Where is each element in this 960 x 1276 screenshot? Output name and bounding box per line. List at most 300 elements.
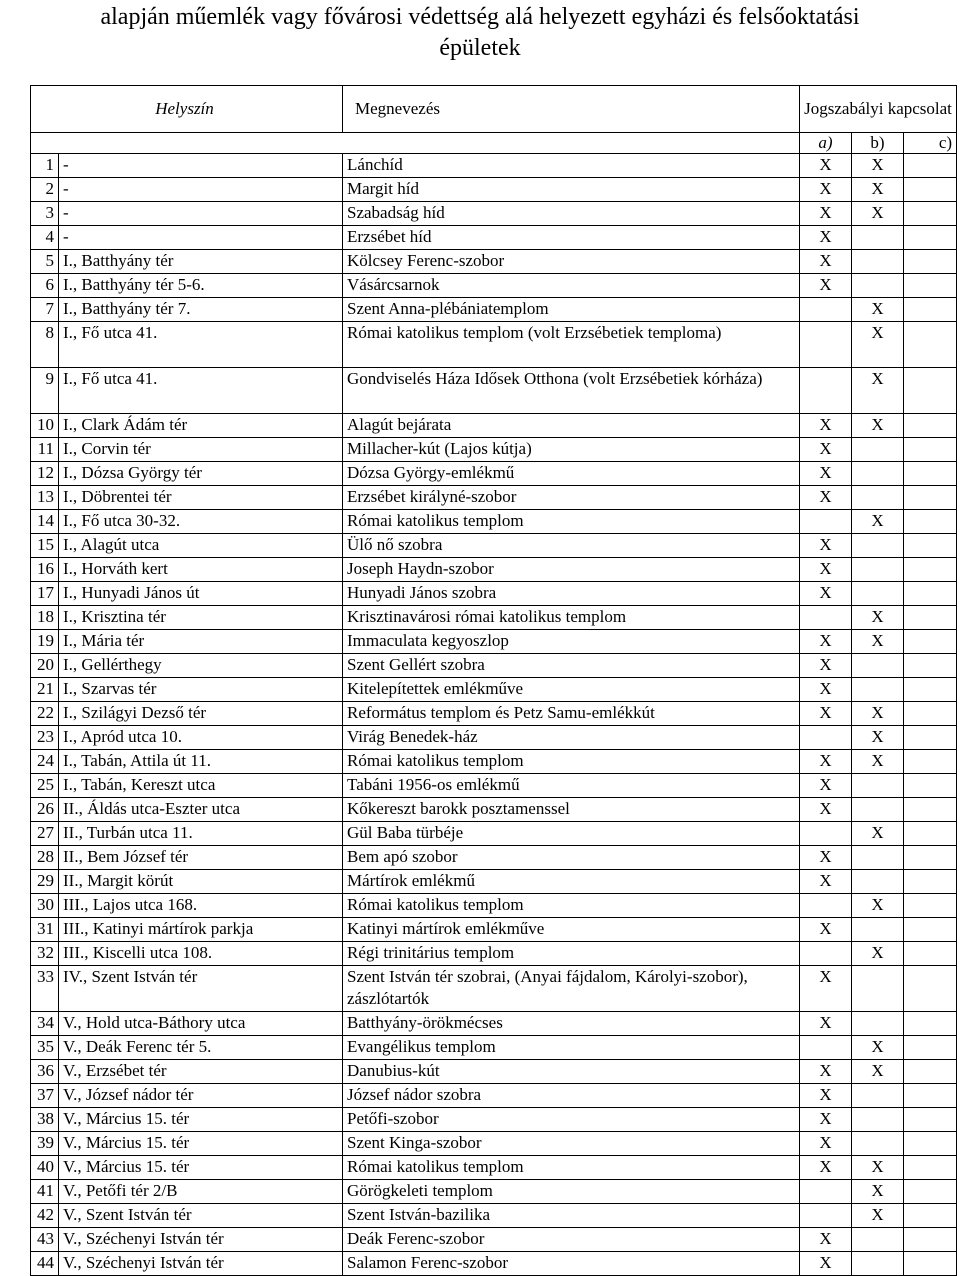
row-mark-a bbox=[800, 822, 852, 846]
row-number: 44 bbox=[31, 1252, 59, 1276]
table-row bbox=[31, 298, 957, 322]
row-mark-b bbox=[852, 654, 904, 678]
table-row bbox=[31, 894, 957, 918]
row-mark-c bbox=[904, 322, 957, 368]
row-number: 36 bbox=[31, 1060, 59, 1084]
row-mark-a: X bbox=[800, 1156, 852, 1180]
table-row bbox=[31, 678, 957, 702]
row-location: I., Batthyány tér 7. bbox=[59, 298, 343, 322]
row-mark-b: X bbox=[852, 178, 904, 202]
table-subheader-row bbox=[31, 133, 957, 154]
row-mark-b bbox=[852, 1132, 904, 1156]
table-row bbox=[31, 1132, 957, 1156]
row-name: Hunyadi János szobra bbox=[343, 582, 800, 606]
table-row bbox=[31, 726, 957, 750]
table-row bbox=[31, 1084, 957, 1108]
row-mark-a: X bbox=[800, 462, 852, 486]
row-mark-b: X bbox=[852, 202, 904, 226]
row-mark-b bbox=[852, 798, 904, 822]
row-mark-b bbox=[852, 918, 904, 942]
row-number: 34 bbox=[31, 1012, 59, 1036]
row-name: Római katolikus templom bbox=[343, 510, 800, 534]
row-name: Alagút bejárata bbox=[343, 414, 800, 438]
row-location: I., Tabán, Kereszt utca bbox=[59, 774, 343, 798]
table-row bbox=[31, 702, 957, 726]
row-number: 43 bbox=[31, 1228, 59, 1252]
row-mark-b: X bbox=[852, 606, 904, 630]
row-mark-a: X bbox=[800, 1084, 852, 1108]
row-location: I., Apród utca 10. bbox=[59, 726, 343, 750]
row-name: Szent Gellért szobra bbox=[343, 654, 800, 678]
row-location: I., Clark Ádám tér bbox=[59, 414, 343, 438]
table-row bbox=[31, 1204, 957, 1228]
table-row bbox=[31, 750, 957, 774]
row-name: Virág Benedek-ház bbox=[343, 726, 800, 750]
row-mark-c bbox=[904, 558, 957, 582]
row-number: 11 bbox=[31, 438, 59, 462]
row-mark-b: X bbox=[852, 822, 904, 846]
row-name: Gül Baba türbéje bbox=[343, 822, 800, 846]
row-mark-b: X bbox=[852, 298, 904, 322]
row-number: 40 bbox=[31, 1156, 59, 1180]
row-number: 22 bbox=[31, 702, 59, 726]
row-mark-c bbox=[904, 226, 957, 250]
row-number: 42 bbox=[31, 1204, 59, 1228]
row-mark-a bbox=[800, 606, 852, 630]
row-mark-a: X bbox=[800, 1012, 852, 1036]
row-location: V., Március 15. tér bbox=[59, 1108, 343, 1132]
header-name: Megnevezés bbox=[343, 86, 800, 133]
row-mark-b: X bbox=[852, 510, 904, 534]
row-location: V., Erzsébet tér bbox=[59, 1060, 343, 1084]
row-name: Batthyány-örökmécses bbox=[343, 1012, 800, 1036]
row-number: 26 bbox=[31, 798, 59, 822]
row-mark-b: X bbox=[852, 1060, 904, 1084]
row-mark-b bbox=[852, 226, 904, 250]
row-number: 20 bbox=[31, 654, 59, 678]
row-mark-a: X bbox=[800, 534, 852, 558]
row-location: I., Szarvas tér bbox=[59, 678, 343, 702]
row-mark-a bbox=[800, 368, 852, 414]
table-row bbox=[31, 368, 957, 414]
row-number: 30 bbox=[31, 894, 59, 918]
row-mark-b bbox=[852, 438, 904, 462]
row-number: 1 bbox=[31, 154, 59, 178]
row-mark-a: X bbox=[800, 1132, 852, 1156]
row-mark-a: X bbox=[800, 226, 852, 250]
row-name: Római katolikus templom bbox=[343, 750, 800, 774]
row-location: III., Kiscelli utca 108. bbox=[59, 942, 343, 966]
row-mark-c bbox=[904, 486, 957, 510]
row-location: IV., Szent István tér bbox=[59, 966, 343, 1012]
row-name: Kitelepítettek emlékműve bbox=[343, 678, 800, 702]
row-mark-b: X bbox=[852, 1204, 904, 1228]
row-number: 14 bbox=[31, 510, 59, 534]
row-mark-c bbox=[904, 726, 957, 750]
row-mark-b bbox=[852, 1108, 904, 1132]
row-mark-b: X bbox=[852, 154, 904, 178]
row-mark-c bbox=[904, 654, 957, 678]
row-mark-c bbox=[904, 606, 957, 630]
row-name: Régi trinitárius templom bbox=[343, 942, 800, 966]
row-mark-a: X bbox=[800, 630, 852, 654]
row-mark-b: X bbox=[852, 750, 904, 774]
row-name: Szent Anna-plébániatemplom bbox=[343, 298, 800, 322]
row-number: 15 bbox=[31, 534, 59, 558]
row-mark-b bbox=[852, 486, 904, 510]
row-mark-b: X bbox=[852, 1036, 904, 1060]
row-mark-b: X bbox=[852, 894, 904, 918]
row-mark-c bbox=[904, 202, 957, 226]
row-mark-c bbox=[904, 942, 957, 966]
row-mark-a bbox=[800, 726, 852, 750]
row-number: 10 bbox=[31, 414, 59, 438]
row-number: 25 bbox=[31, 774, 59, 798]
row-location: - bbox=[59, 202, 343, 226]
header-c: c) bbox=[904, 133, 957, 154]
row-name: Szabadság híd bbox=[343, 202, 800, 226]
row-mark-c bbox=[904, 298, 957, 322]
table-row bbox=[31, 486, 957, 510]
row-location: I., Batthyány tér 5-6. bbox=[59, 274, 343, 298]
row-mark-b bbox=[852, 250, 904, 274]
row-mark-a: X bbox=[800, 178, 852, 202]
row-number: 2 bbox=[31, 178, 59, 202]
row-mark-b bbox=[852, 462, 904, 486]
row-mark-c bbox=[904, 750, 957, 774]
row-name: Lánchíd bbox=[343, 154, 800, 178]
table-row bbox=[31, 774, 957, 798]
table-row bbox=[31, 1060, 957, 1084]
row-number: 24 bbox=[31, 750, 59, 774]
row-mark-a: X bbox=[800, 1252, 852, 1276]
row-location: II., Áldás utca-Eszter utca bbox=[59, 798, 343, 822]
row-number: 37 bbox=[31, 1084, 59, 1108]
row-mark-a: X bbox=[800, 798, 852, 822]
table-row bbox=[31, 414, 957, 438]
header-legal: Jogszabályi kapcsolat bbox=[800, 86, 957, 133]
row-location: V., Szent István tér bbox=[59, 1204, 343, 1228]
row-mark-c bbox=[904, 918, 957, 942]
row-mark-a: X bbox=[800, 654, 852, 678]
monument-table bbox=[30, 85, 957, 1276]
table-row bbox=[31, 1228, 957, 1252]
row-mark-b bbox=[852, 774, 904, 798]
row-mark-a: X bbox=[800, 154, 852, 178]
table-row bbox=[31, 250, 957, 274]
row-mark-c bbox=[904, 510, 957, 534]
row-location: I., Fő utca 41. bbox=[59, 368, 343, 414]
row-location: V., Hold utca-Báthory utca bbox=[59, 1012, 343, 1036]
row-mark-b bbox=[852, 582, 904, 606]
row-mark-a: X bbox=[800, 250, 852, 274]
row-mark-a: X bbox=[800, 414, 852, 438]
row-number: 4 bbox=[31, 226, 59, 250]
subheader-blank bbox=[31, 133, 800, 154]
row-mark-a bbox=[800, 1204, 852, 1228]
row-name: Szent István tér szobrai, (Anyai fájdalom, Károlyi-szobor), zászlótartók bbox=[343, 966, 800, 1012]
table-row bbox=[31, 822, 957, 846]
row-mark-c bbox=[904, 274, 957, 298]
row-number: 7 bbox=[31, 298, 59, 322]
row-mark-c bbox=[904, 1036, 957, 1060]
row-mark-a: X bbox=[800, 486, 852, 510]
row-name: Református templom és Petz Samu-emlékkút bbox=[343, 702, 800, 726]
row-mark-a: X bbox=[800, 870, 852, 894]
table-row bbox=[31, 558, 957, 582]
row-number: 28 bbox=[31, 846, 59, 870]
row-name: Görögkeleti templom bbox=[343, 1180, 800, 1204]
row-mark-c bbox=[904, 798, 957, 822]
row-mark-a: X bbox=[800, 1228, 852, 1252]
row-number: 21 bbox=[31, 678, 59, 702]
row-mark-b: X bbox=[852, 322, 904, 368]
table-row bbox=[31, 1108, 957, 1132]
table-row bbox=[31, 918, 957, 942]
table-row bbox=[31, 582, 957, 606]
row-mark-a bbox=[800, 298, 852, 322]
row-number: 27 bbox=[31, 822, 59, 846]
table-row bbox=[31, 798, 957, 822]
table-row bbox=[31, 846, 957, 870]
title-line-1: alapján műemlék vagy fővárosi védettség alá helyezett egyházi és felsőoktatási bbox=[100, 4, 860, 30]
row-location: I., Döbrentei tér bbox=[59, 486, 343, 510]
row-mark-b: X bbox=[852, 702, 904, 726]
row-mark-b: X bbox=[852, 368, 904, 414]
row-name: Millacher-kút (Lajos kútja) bbox=[343, 438, 800, 462]
row-name: Bem apó szobor bbox=[343, 846, 800, 870]
row-location: V., Széchenyi István tér bbox=[59, 1252, 343, 1276]
row-name: Joseph Haydn-szobor bbox=[343, 558, 800, 582]
row-mark-b: X bbox=[852, 414, 904, 438]
row-number: 33 bbox=[31, 966, 59, 1012]
table-row bbox=[31, 438, 957, 462]
table-row bbox=[31, 226, 957, 250]
row-mark-c bbox=[904, 894, 957, 918]
table-row bbox=[31, 1156, 957, 1180]
table-row bbox=[31, 870, 957, 894]
row-name: József nádor szobra bbox=[343, 1084, 800, 1108]
row-mark-c bbox=[904, 774, 957, 798]
row-mark-a: X bbox=[800, 582, 852, 606]
row-location: V., Széchenyi István tér bbox=[59, 1228, 343, 1252]
row-location: I., Hunyadi János út bbox=[59, 582, 343, 606]
row-location: I., Corvin tér bbox=[59, 438, 343, 462]
row-number: 38 bbox=[31, 1108, 59, 1132]
table-row bbox=[31, 462, 957, 486]
row-mark-c bbox=[904, 1060, 957, 1084]
row-mark-c bbox=[904, 846, 957, 870]
document-title bbox=[0, 0, 960, 64]
table-row bbox=[31, 1012, 957, 1036]
row-location: I., Szilágyi Dezső tér bbox=[59, 702, 343, 726]
row-name: Deák Ferenc-szobor bbox=[343, 1228, 800, 1252]
row-mark-a: X bbox=[800, 274, 852, 298]
row-mark-b: X bbox=[852, 1156, 904, 1180]
row-name: Evangélikus templom bbox=[343, 1036, 800, 1060]
table-row bbox=[31, 534, 957, 558]
table-row bbox=[31, 274, 957, 298]
row-name: Immaculata kegyoszlop bbox=[343, 630, 800, 654]
row-location: I., Krisztina tér bbox=[59, 606, 343, 630]
row-name: Danubius-kút bbox=[343, 1060, 800, 1084]
row-mark-c bbox=[904, 966, 957, 1012]
table-row bbox=[31, 202, 957, 226]
row-mark-c bbox=[904, 414, 957, 438]
table-row bbox=[31, 178, 957, 202]
row-location: I., Fő utca 41. bbox=[59, 322, 343, 368]
row-location: I., Fő utca 30-32. bbox=[59, 510, 343, 534]
row-mark-a: X bbox=[800, 438, 852, 462]
table-row bbox=[31, 322, 957, 368]
title-line-2: épületek bbox=[439, 35, 521, 61]
row-mark-a: X bbox=[800, 202, 852, 226]
row-mark-a bbox=[800, 510, 852, 534]
table-row bbox=[31, 942, 957, 966]
row-location: II., Margit körút bbox=[59, 870, 343, 894]
row-location: - bbox=[59, 226, 343, 250]
row-name: Vásárcsarnok bbox=[343, 274, 800, 298]
row-name: Katinyi mártírok emlékműve bbox=[343, 918, 800, 942]
table-row bbox=[31, 510, 957, 534]
row-mark-b bbox=[852, 966, 904, 1012]
row-location: - bbox=[59, 178, 343, 202]
row-name: Római katolikus templom bbox=[343, 1156, 800, 1180]
table-row bbox=[31, 966, 957, 1012]
row-location: II., Bem József tér bbox=[59, 846, 343, 870]
row-location: I., Alagút utca bbox=[59, 534, 343, 558]
row-mark-c bbox=[904, 438, 957, 462]
row-mark-a bbox=[800, 1180, 852, 1204]
row-number: 41 bbox=[31, 1180, 59, 1204]
table-header-row bbox=[31, 86, 957, 133]
row-location: I., Tabán, Attila út 11. bbox=[59, 750, 343, 774]
row-mark-c bbox=[904, 702, 957, 726]
row-mark-a bbox=[800, 942, 852, 966]
row-mark-a: X bbox=[800, 774, 852, 798]
row-location: III., Lajos utca 168. bbox=[59, 894, 343, 918]
row-mark-b bbox=[852, 534, 904, 558]
row-mark-c bbox=[904, 154, 957, 178]
row-mark-a: X bbox=[800, 1060, 852, 1084]
row-mark-a: X bbox=[800, 846, 852, 870]
row-number: 29 bbox=[31, 870, 59, 894]
row-number: 31 bbox=[31, 918, 59, 942]
row-mark-a bbox=[800, 894, 852, 918]
row-mark-b: X bbox=[852, 630, 904, 654]
row-location: V., Deák Ferenc tér 5. bbox=[59, 1036, 343, 1060]
row-mark-b bbox=[852, 846, 904, 870]
row-name: Krisztinavárosi római katolikus templom bbox=[343, 606, 800, 630]
row-mark-a: X bbox=[800, 558, 852, 582]
row-name: Kőkereszt barokk posztamenssel bbox=[343, 798, 800, 822]
row-name: Dózsa György-emlékmű bbox=[343, 462, 800, 486]
row-number: 8 bbox=[31, 322, 59, 368]
row-mark-b bbox=[852, 558, 904, 582]
table-row bbox=[31, 630, 957, 654]
header-b: b) bbox=[852, 133, 904, 154]
header-location: Helyszín bbox=[31, 86, 343, 133]
row-mark-c bbox=[904, 630, 957, 654]
row-location: I., Mária tér bbox=[59, 630, 343, 654]
table-row bbox=[31, 654, 957, 678]
row-location: I., Dózsa György tér bbox=[59, 462, 343, 486]
row-number: 16 bbox=[31, 558, 59, 582]
row-mark-a bbox=[800, 1036, 852, 1060]
row-mark-c bbox=[904, 822, 957, 846]
row-mark-c bbox=[904, 178, 957, 202]
row-name: Kölcsey Ferenc-szobor bbox=[343, 250, 800, 274]
row-mark-b: X bbox=[852, 726, 904, 750]
row-number: 13 bbox=[31, 486, 59, 510]
row-location: V., Március 15. tér bbox=[59, 1132, 343, 1156]
row-mark-c bbox=[904, 1228, 957, 1252]
row-location: V., József nádor tér bbox=[59, 1084, 343, 1108]
row-location: I., Horváth kert bbox=[59, 558, 343, 582]
row-name: Szent István-bazilika bbox=[343, 1204, 800, 1228]
row-location: - bbox=[59, 154, 343, 178]
row-number: 3 bbox=[31, 202, 59, 226]
row-number: 12 bbox=[31, 462, 59, 486]
row-name: Margit híd bbox=[343, 178, 800, 202]
row-name: Salamon Ferenc-szobor bbox=[343, 1252, 800, 1276]
row-mark-a: X bbox=[800, 1108, 852, 1132]
row-location: I., Gellérthegy bbox=[59, 654, 343, 678]
row-mark-c bbox=[904, 582, 957, 606]
row-mark-b bbox=[852, 870, 904, 894]
row-name: Gondviselés Háza Idősek Otthona (volt Erzsébetiek kórháza) bbox=[343, 368, 800, 414]
row-number: 19 bbox=[31, 630, 59, 654]
row-mark-c bbox=[904, 462, 957, 486]
row-mark-c bbox=[904, 1204, 957, 1228]
row-mark-a: X bbox=[800, 918, 852, 942]
row-name: Ülő nő szobra bbox=[343, 534, 800, 558]
row-mark-b: X bbox=[852, 1180, 904, 1204]
table-row bbox=[31, 606, 957, 630]
row-mark-b bbox=[852, 1228, 904, 1252]
row-number: 6 bbox=[31, 274, 59, 298]
row-mark-b bbox=[852, 678, 904, 702]
row-mark-b bbox=[852, 1012, 904, 1036]
row-mark-a: X bbox=[800, 702, 852, 726]
row-mark-c bbox=[904, 870, 957, 894]
row-name: Petőfi-szobor bbox=[343, 1108, 800, 1132]
row-mark-c bbox=[904, 1156, 957, 1180]
row-name: Erzsébet királyné-szobor bbox=[343, 486, 800, 510]
row-mark-c bbox=[904, 368, 957, 414]
row-mark-c bbox=[904, 678, 957, 702]
row-number: 32 bbox=[31, 942, 59, 966]
row-mark-c bbox=[904, 1108, 957, 1132]
row-location: V., Petőfi tér 2/B bbox=[59, 1180, 343, 1204]
row-name: Római katolikus templom bbox=[343, 894, 800, 918]
row-mark-c bbox=[904, 1012, 957, 1036]
row-mark-c bbox=[904, 1084, 957, 1108]
header-a: a) bbox=[800, 133, 852, 154]
row-location: I., Batthyány tér bbox=[59, 250, 343, 274]
row-name: Szent Kinga-szobor bbox=[343, 1132, 800, 1156]
row-number: 39 bbox=[31, 1132, 59, 1156]
row-name: Mártírok emlékmű bbox=[343, 870, 800, 894]
row-mark-a: X bbox=[800, 678, 852, 702]
table-row bbox=[31, 1036, 957, 1060]
row-mark-a bbox=[800, 322, 852, 368]
row-mark-a: X bbox=[800, 966, 852, 1012]
row-number: 18 bbox=[31, 606, 59, 630]
row-mark-c bbox=[904, 1132, 957, 1156]
row-name: Tabáni 1956-os emlékmű bbox=[343, 774, 800, 798]
row-location: V., Március 15. tér bbox=[59, 1156, 343, 1180]
